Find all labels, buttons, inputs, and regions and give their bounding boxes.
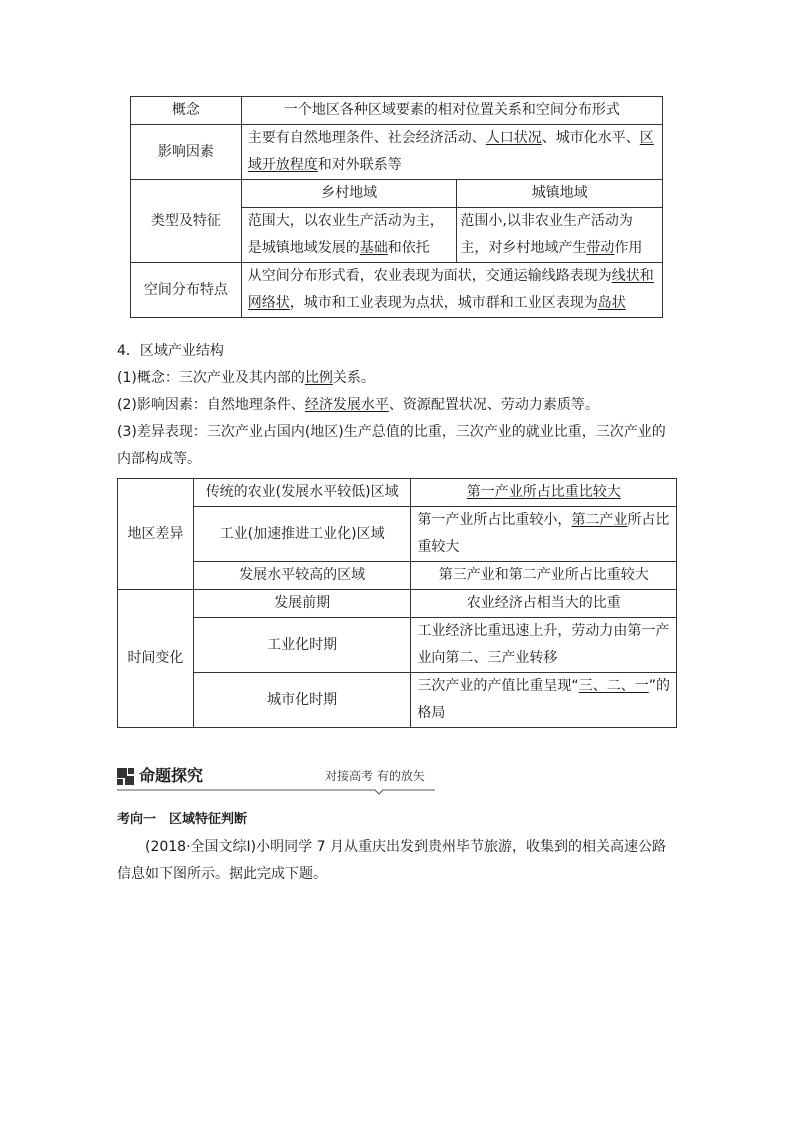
urbanization-stage: 城市化时期 [193,673,411,728]
question-text: (2018·全国文综Ⅰ)小明同学 7 月从重庆出发到贵州毕节旅游，收集到的相关高速公路信息如下图所示。据此完成下题。 [117,839,666,882]
section-4-item-1: (1)概念：三次产业及其内部的比例关系。 [117,370,375,386]
rural-text: 范围大，以农业生产活动为主，是城镇地域发展的基础和依托 [241,208,457,263]
industrial-feature: 第一产业所占比重较小，第二产业所占比重较大 [411,507,677,562]
spatial-label: 空间分布特点 [131,263,242,318]
urbanization-feature: 三次产业的产值比重呈现“三、二、一”的格局 [411,673,677,728]
industry-structure-table [117,478,677,728]
concept-text: 一个地区各种区域要素的相对位置关系和空间分布形式 [241,97,662,125]
question-direction: 考向一 区域特征判断 [117,812,248,827]
section-subtitle: 对接高考 有的放矢 [325,769,425,783]
region-structure-table [130,96,663,318]
concept-label: 概念 [131,97,242,125]
section-4-item-3: (3)差异表现：三次产业占国内(地区)生产总值的比重，三次产业的就业比重，三次产业的内部构成等。 [117,424,666,467]
section-header [117,764,435,792]
section-rule [117,789,435,795]
square-blocks-icon [117,768,134,785]
traditional-agri-feature: 第一产业所占比重比较大 [411,479,677,507]
spatial-text: 从空间分布形式看，农业表现为面状，交通运输线路表现为线状和网络状，城市和工业表现为点状，城市群和工业区表现为岛状 [241,263,662,318]
urban-text: 范围小,以非农业生产活动为主，对乡村地域产生带动作用 [457,208,663,263]
time-change-label: 时间变化 [118,590,194,728]
industrialization-feature: 工业经济比重迅速上升，劳动力由第一产业向第二、三产业转移 [411,618,677,673]
early-stage: 发展前期 [193,590,411,618]
early-stage-feature: 农业经济占相当大的比重 [411,590,677,618]
section-4-title: 4．区域产业结构 [117,343,224,359]
regional-difference-label: 地区差异 [118,479,194,590]
section-4-item-2: (2)影响因素：自然地理条件、经济发展水平、资源配置状况、劳动力素质等。 [117,397,599,413]
industrial-region: 工业(加速推进工业化)区域 [193,507,411,562]
traditional-agri-region: 传统的农业(发展水平较低)区域 [193,479,411,507]
section-title: 命题探究 [139,766,204,785]
urban-header: 城镇地域 [457,180,663,208]
factors-text: 主要有自然地理条件、社会经济活动、人口状况、城市化水平、区域开放程度和对外联系等 [241,125,662,180]
rural-header: 乡村地域 [241,180,457,208]
factors-label: 影响因素 [131,125,242,180]
industrialization-stage: 工业化时期 [193,618,411,673]
developed-region: 发展水平较高的区域 [193,562,411,590]
developed-feature: 第三产业和第二产业所占比重较大 [411,562,677,590]
types-label: 类型及特征 [131,180,242,263]
